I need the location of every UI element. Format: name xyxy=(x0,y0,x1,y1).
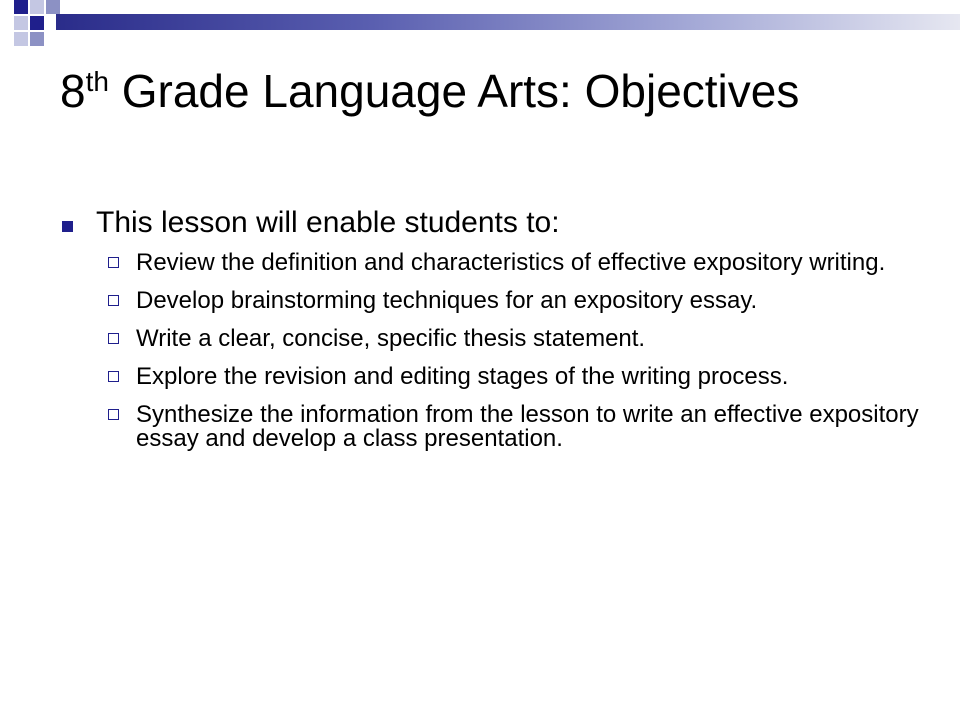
objective-text: Develop brainstorming techniques for an expository essay. xyxy=(136,287,758,314)
title-text: Grade Language Arts: Objectives xyxy=(108,65,800,117)
objective-text: Explore the revision and editing stages of the writing process. xyxy=(136,363,789,390)
hollow-square-icon xyxy=(108,409,119,420)
corner-square-decoration xyxy=(14,0,28,14)
intro-text: This lesson will enable students to: xyxy=(96,206,560,239)
objective-item xyxy=(60,289,920,313)
slide-title xyxy=(60,62,920,120)
filled-square-icon xyxy=(62,221,73,232)
objective-item xyxy=(60,403,920,451)
title-number: 8 xyxy=(60,65,86,117)
intro-bullet xyxy=(60,205,920,241)
corner-square-decoration xyxy=(14,32,28,46)
hollow-square-icon xyxy=(108,333,119,344)
hollow-square-icon xyxy=(108,257,119,268)
corner-square-decoration xyxy=(46,0,60,14)
objective-item xyxy=(60,327,920,351)
corner-square-decoration xyxy=(30,16,44,30)
corner-square-decoration xyxy=(30,32,44,46)
hollow-square-icon xyxy=(108,371,119,382)
objectives-list xyxy=(60,251,920,451)
objective-text: Synthesize the information from the lesson to write an effective expository essay and develop a class presentation. xyxy=(136,401,919,452)
corner-square-decoration xyxy=(14,16,28,30)
slide-body xyxy=(60,205,920,465)
objective-text: Write a clear, concise, specific thesis statement. xyxy=(136,325,646,352)
objective-item xyxy=(60,251,920,275)
objective-text: Review the definition and characteristics of effective expository writing. xyxy=(136,249,886,276)
objective-item xyxy=(60,365,920,389)
corner-square-decoration xyxy=(30,0,44,14)
title-superscript: th xyxy=(85,66,109,97)
hollow-square-icon xyxy=(108,295,119,306)
header-gradient-bar xyxy=(56,14,960,30)
